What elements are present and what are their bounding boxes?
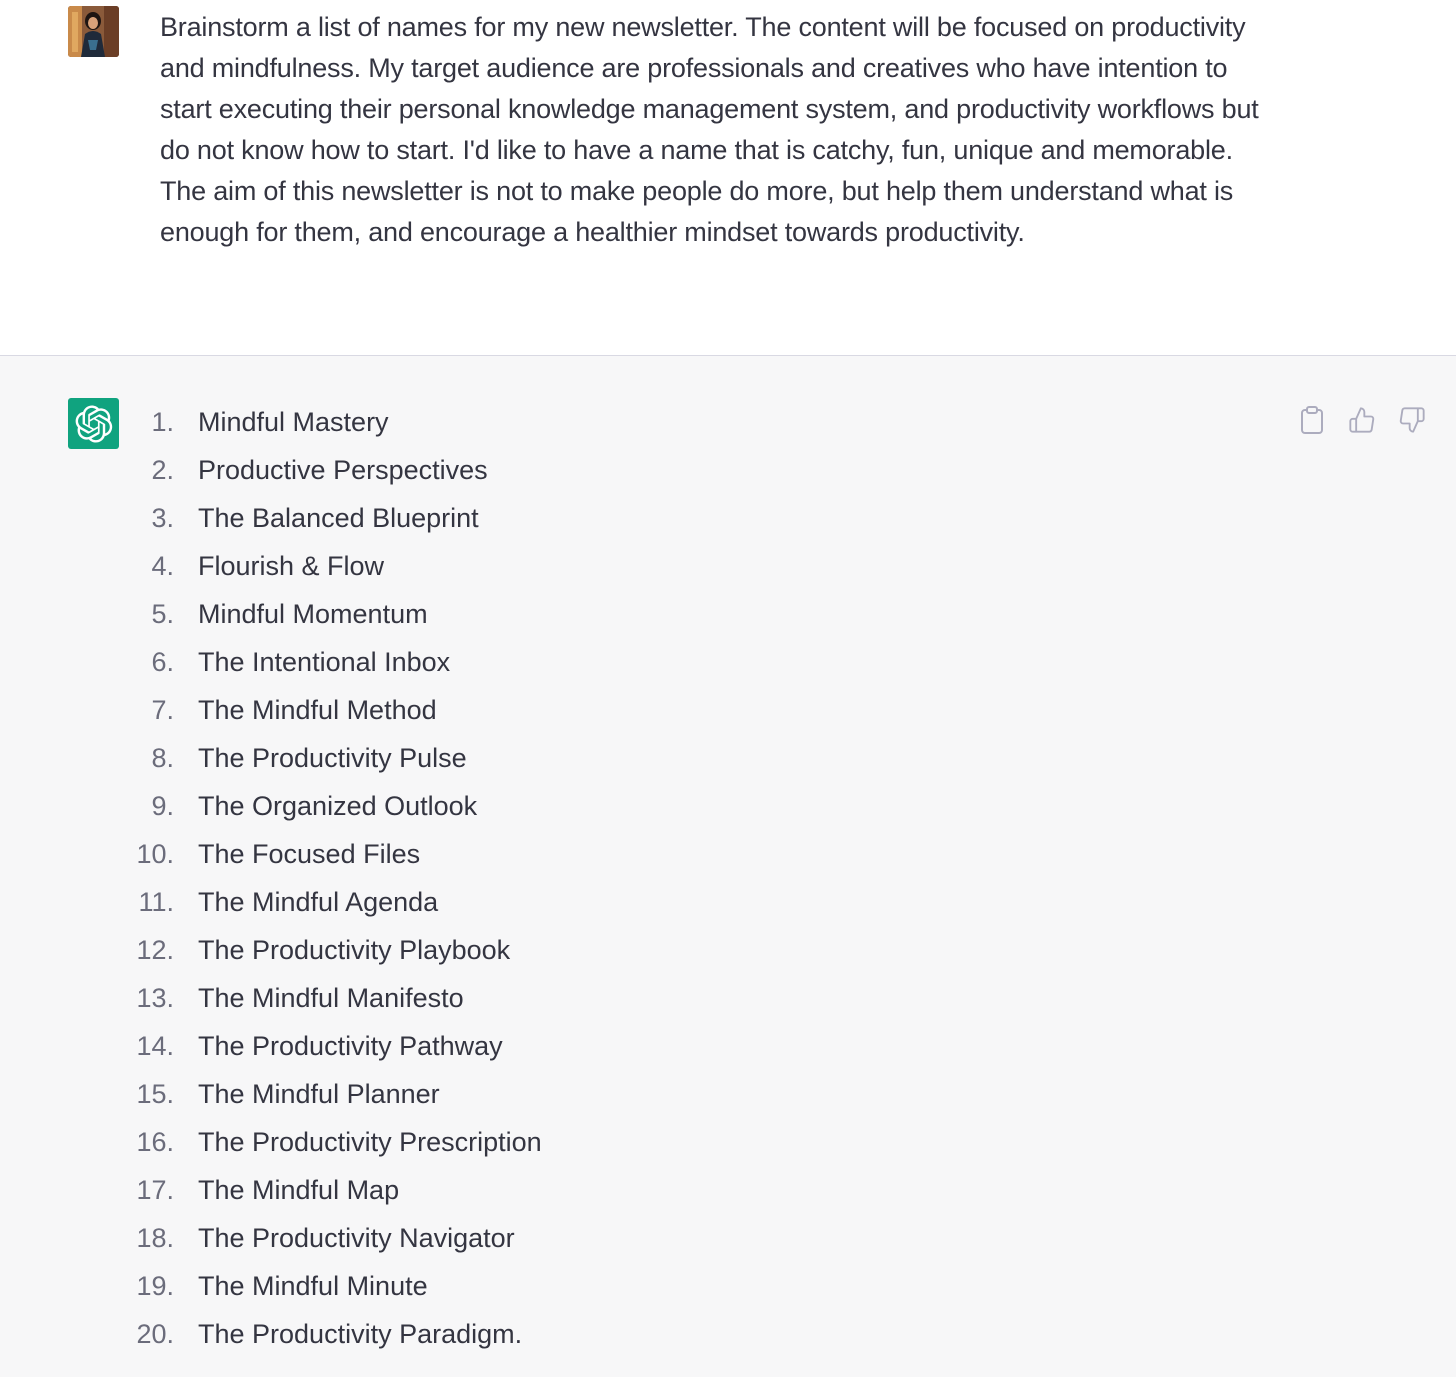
list-item-number: 4. [151,551,174,581]
list-item-number: 7. [151,695,174,725]
list-item-number: 13. [136,983,174,1013]
list-item-number: 11. [138,887,174,917]
list-item-name: Productive Perspectives [198,455,488,485]
list-item-name: The Productivity Playbook [198,935,511,965]
list-item-number: 8. [151,743,174,773]
list-item-number: 16. [136,1127,174,1157]
list-item-name: The Productivity Paradigm. [198,1319,523,1349]
list-item-name: The Mindful Method [198,695,437,725]
list-item-name: Mindful Momentum [198,599,428,629]
list-item-number: 2. [151,455,174,485]
list-item-name: The Productivity Pathway [198,1031,503,1061]
list-item-name: The Mindful Agenda [198,887,439,917]
thumbs-down-icon [1398,406,1426,434]
openai-logo-icon [75,405,113,443]
list-item-name: The Productivity Navigator [198,1223,515,1253]
list-item-name: The Mindful Minute [198,1271,428,1301]
list-item-name: The Focused Files [198,839,421,869]
thumbs-up-icon [1348,406,1376,434]
list-item-number: 6. [151,647,174,677]
list-item-number: 14. [136,1031,174,1061]
list-item-number: 12. [136,935,174,965]
user-message [0,0,1456,355]
list-item-name: The Productivity Prescription [198,1127,542,1157]
clipboard-icon [1299,405,1325,435]
list-item-number: 17. [136,1175,174,1205]
assistant-message [0,356,1456,1377]
user-avatar [68,6,119,57]
list-item-name: The Mindful Map [198,1175,400,1205]
list-item-name: The Organized Outlook [198,791,478,821]
list-item-number: 1. [151,407,174,437]
list-item-name: The Mindful Planner [198,1079,440,1109]
thumbs-up-button[interactable] [1346,404,1378,436]
message-actions [1296,404,1428,436]
list-item-name: Flourish & Flow [198,551,385,581]
list-item-number: 20. [136,1319,174,1349]
thumbs-down-button[interactable] [1396,404,1428,436]
user-avatar-photo [68,6,119,57]
list-item-name: The Mindful Manifesto [198,983,464,1013]
user-message-text: Brainstorm a list of names for my new newsletter. The content will be focused on productivity and mindfulness. My target audience are professionals and creatives who have intention to start executing their personal knowledge management system, and productivity workflows but do not know how to start. I'd like to have a name that is catchy, fun, unique and memorable. The aim of this newsletter is not to make people do more, but help them understand what is enough for them, and encourage a healthier mindset towards productivity. [160,12,1259,247]
list-item-name: Mindful Mastery [198,407,389,437]
list-item-number: 15. [136,1079,174,1109]
list-item-name: The Balanced Blueprint [198,503,479,533]
list-item-number: 19. [136,1271,174,1301]
list-item-number: 10. [136,839,174,869]
copy-button[interactable] [1296,404,1328,436]
list-item-name: The Productivity Pulse [198,743,467,773]
list-item-name: The Intentional Inbox [198,647,451,677]
list-item-number: 9. [151,791,174,821]
list-item-number: 5. [151,599,174,629]
list-item-number: 3. [151,503,174,533]
list-item-number: 18. [136,1223,174,1253]
